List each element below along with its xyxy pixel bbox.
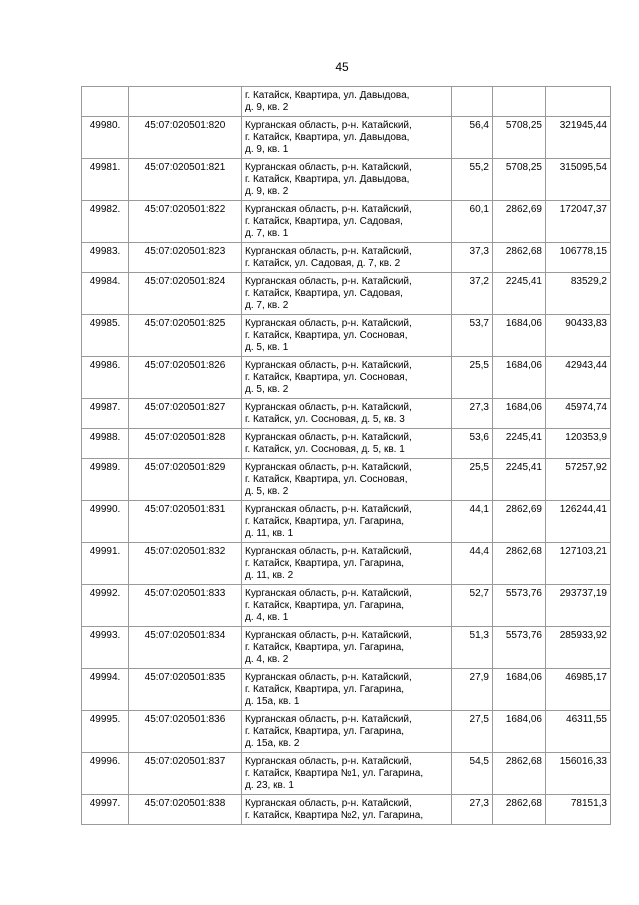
row-number-cell: 49985. [82, 315, 129, 357]
table-row [82, 669, 611, 711]
price-per-unit-cell: 1684,06 [493, 669, 546, 711]
address-cell: Курганская область, р-н. Катайский, г. Катайск, ул. Сосновая, д. 5, кв. 3 [242, 399, 452, 429]
cadastral-number-cell: 45:07:020501:821 [129, 159, 242, 201]
price-per-unit-cell: 2862,68 [493, 753, 546, 795]
price-per-unit-cell: 1684,06 [493, 399, 546, 429]
area-cell: 55,2 [452, 159, 493, 201]
area-cell: 51,3 [452, 627, 493, 669]
address-cell: Курганская область, р-н. Катайский, г. Катайск, Квартира, ул. Гагарина, д. 11, кв. 1 [242, 501, 452, 543]
area-cell [452, 87, 493, 117]
cadastral-value-cell: 90433,83 [546, 315, 611, 357]
address-cell: Курганская область, р-н. Катайский, г. Катайск, Квартира, ул. Сосновая, д. 5, кв. 2 [242, 357, 452, 399]
area-cell: 54,5 [452, 753, 493, 795]
row-number-cell: 49983. [82, 243, 129, 273]
table-row [82, 273, 611, 315]
cadastral-value-cell: 57257,92 [546, 459, 611, 501]
area-cell: 37,3 [452, 243, 493, 273]
area-cell: 52,7 [452, 585, 493, 627]
price-per-unit-cell: 2245,41 [493, 429, 546, 459]
cadastral-number-cell: 45:07:020501:833 [129, 585, 242, 627]
row-number-cell: 49996. [82, 753, 129, 795]
cadastral-number-cell: 45:07:020501:831 [129, 501, 242, 543]
cadastral-number-cell: 45:07:020501:822 [129, 201, 242, 243]
page-number: 45 [335, 60, 349, 74]
price-per-unit-cell: 2245,41 [493, 273, 546, 315]
cadastral-value-cell: 46311,55 [546, 711, 611, 753]
price-per-unit-cell: 2862,69 [493, 501, 546, 543]
row-number-cell: 49989. [82, 459, 129, 501]
area-cell: 37,2 [452, 273, 493, 315]
price-per-unit-cell: 1684,06 [493, 357, 546, 399]
cadastral-number-cell: 45:07:020501:835 [129, 669, 242, 711]
cadastral-number-cell: 45:07:020501:832 [129, 543, 242, 585]
table-row [82, 159, 611, 201]
table-row [82, 357, 611, 399]
address-cell: г. Катайск, Квартира, ул. Давыдова, д. 9, кв. 2 [242, 87, 452, 117]
table-row [82, 753, 611, 795]
registry-body [82, 87, 611, 825]
price-per-unit-cell: 5573,76 [493, 585, 546, 627]
area-cell: 27,3 [452, 795, 493, 825]
row-number-cell: 49995. [82, 711, 129, 753]
address-cell: Курганская область, р-н. Катайский, г. Катайск, ул. Сосновая, д. 5, кв. 1 [242, 429, 452, 459]
cadastral-number-cell: 45:07:020501:834 [129, 627, 242, 669]
row-number-cell: 49986. [82, 357, 129, 399]
cadastral-value-cell: 126244,41 [546, 501, 611, 543]
table-row [82, 87, 611, 117]
row-number-cell: 49991. [82, 543, 129, 585]
table-row [82, 795, 611, 825]
cadastral-number-cell: 45:07:020501:825 [129, 315, 242, 357]
table-row [82, 627, 611, 669]
address-cell: Курганская область, р-н. Катайский, г. Катайск, Квартира, ул. Гагарина, д. 4, кв. 1 [242, 585, 452, 627]
cadastral-value-cell: 293737,19 [546, 585, 611, 627]
address-cell: Курганская область, р-н. Катайский, г. Катайск, Квартира, ул. Гагарина, д. 4, кв. 2 [242, 627, 452, 669]
cadastral-number-cell: 45:07:020501:823 [129, 243, 242, 273]
price-per-unit-cell [493, 87, 546, 117]
table-row [82, 543, 611, 585]
cadastral-number-cell: 45:07:020501:837 [129, 753, 242, 795]
cadastral-number-cell: 45:07:020501:824 [129, 273, 242, 315]
cadastral-number-cell: 45:07:020501:826 [129, 357, 242, 399]
row-number-cell: 49992. [82, 585, 129, 627]
cadastral-number-cell: 45:07:020501:829 [129, 459, 242, 501]
row-number-cell: 49982. [82, 201, 129, 243]
cadastral-value-cell: 120353,9 [546, 429, 611, 459]
cadastral-value-cell: 315095,54 [546, 159, 611, 201]
area-cell: 27,9 [452, 669, 493, 711]
table-row [82, 243, 611, 273]
address-cell: Курганская область, р-н. Катайский, г. Катайск, Квартира, ул. Давыдова, д. 9, кв. 1 [242, 117, 452, 159]
price-per-unit-cell: 2862,68 [493, 795, 546, 825]
row-number-cell: 49988. [82, 429, 129, 459]
cadastral-value-cell: 45974,74 [546, 399, 611, 429]
row-number-cell [82, 87, 129, 117]
row-number-cell: 49990. [82, 501, 129, 543]
cadastral-value-cell: 172047,37 [546, 201, 611, 243]
area-cell: 25,5 [452, 357, 493, 399]
address-cell: Курганская область, р-н. Катайский, г. Катайск, Квартира, ул. Садовая, д. 7, кв. 1 [242, 201, 452, 243]
property-registry-table [81, 86, 611, 825]
price-per-unit-cell: 2245,41 [493, 459, 546, 501]
address-cell: Курганская область, р-н. Катайский, г. Катайск, Квартира, ул. Сосновая, д. 5, кв. 2 [242, 459, 452, 501]
table-row [82, 459, 611, 501]
row-number-cell: 49980. [82, 117, 129, 159]
table-row [82, 711, 611, 753]
address-cell: Курганская область, р-н. Катайский, г. Катайск, Квартира №1, ул. Гагарина, д. 23, кв. 1 [242, 753, 452, 795]
cadastral-number-cell: 45:07:020501:820 [129, 117, 242, 159]
table-row [82, 585, 611, 627]
address-cell: Курганская область, р-н. Катайский, г. Катайск, Квартира, ул. Давыдова, д. 9, кв. 2 [242, 159, 452, 201]
table-row [82, 315, 611, 357]
row-number-cell: 49997. [82, 795, 129, 825]
area-cell: 27,3 [452, 399, 493, 429]
address-cell: Курганская область, р-н. Катайский, г. Катайск, ул. Садовая, д. 7, кв. 2 [242, 243, 452, 273]
area-cell: 27,5 [452, 711, 493, 753]
table-row [82, 201, 611, 243]
cadastral-value-cell: 285933,92 [546, 627, 611, 669]
area-cell: 53,6 [452, 429, 493, 459]
table-row [82, 501, 611, 543]
cadastral-value-cell: 78151,3 [546, 795, 611, 825]
table-row [82, 399, 611, 429]
cadastral-number-cell [129, 87, 242, 117]
price-per-unit-cell: 2862,69 [493, 201, 546, 243]
price-per-unit-cell: 2862,68 [493, 543, 546, 585]
price-per-unit-cell: 5708,25 [493, 117, 546, 159]
cadastral-value-cell: 83529,2 [546, 273, 611, 315]
price-per-unit-cell: 2862,68 [493, 243, 546, 273]
table-row [82, 117, 611, 159]
row-number-cell: 49987. [82, 399, 129, 429]
area-cell: 44,1 [452, 501, 493, 543]
cadastral-value-cell: 46985,17 [546, 669, 611, 711]
address-cell: Курганская область, р-н. Катайский, г. Катайск, Квартира, ул. Гагарина, д. 15а, кв. 2 [242, 711, 452, 753]
address-cell: Курганская область, р-н. Катайский, г. Катайск, Квартира, ул. Гагарина, д. 11, кв. 2 [242, 543, 452, 585]
row-number-cell: 49984. [82, 273, 129, 315]
cadastral-value-cell: 42943,44 [546, 357, 611, 399]
price-per-unit-cell: 1684,06 [493, 711, 546, 753]
area-cell: 60,1 [452, 201, 493, 243]
cadastral-value-cell: 106778,15 [546, 243, 611, 273]
area-cell: 56,4 [452, 117, 493, 159]
price-per-unit-cell: 5708,25 [493, 159, 546, 201]
price-per-unit-cell: 1684,06 [493, 315, 546, 357]
address-cell: Курганская область, р-н. Катайский, г. Катайск, Квартира, ул. Гагарина, д. 15а, кв. 1 [242, 669, 452, 711]
area-cell: 25,5 [452, 459, 493, 501]
cadastral-number-cell: 45:07:020501:836 [129, 711, 242, 753]
cadastral-number-cell: 45:07:020501:827 [129, 399, 242, 429]
cadastral-value-cell: 321945,44 [546, 117, 611, 159]
address-cell: Курганская область, р-н. Катайский, г. Катайск, Квартира, ул. Садовая, д. 7, кв. 2 [242, 273, 452, 315]
row-number-cell: 49994. [82, 669, 129, 711]
cadastral-value-cell: 156016,33 [546, 753, 611, 795]
cadastral-value-cell: 127103,21 [546, 543, 611, 585]
address-cell: Курганская область, р-н. Катайский, г. Катайск, Квартира, ул. Сосновая, д. 5, кв. 1 [242, 315, 452, 357]
table-row [82, 429, 611, 459]
address-cell: Курганская область, р-н. Катайский, г. Катайск, Квартира №2, ул. Гагарина, [242, 795, 452, 825]
price-per-unit-cell: 5573,76 [493, 627, 546, 669]
row-number-cell: 49981. [82, 159, 129, 201]
area-cell: 44,4 [452, 543, 493, 585]
cadastral-number-cell: 45:07:020501:828 [129, 429, 242, 459]
cadastral-value-cell [546, 87, 611, 117]
cadastral-number-cell: 45:07:020501:838 [129, 795, 242, 825]
area-cell: 53,7 [452, 315, 493, 357]
row-number-cell: 49993. [82, 627, 129, 669]
